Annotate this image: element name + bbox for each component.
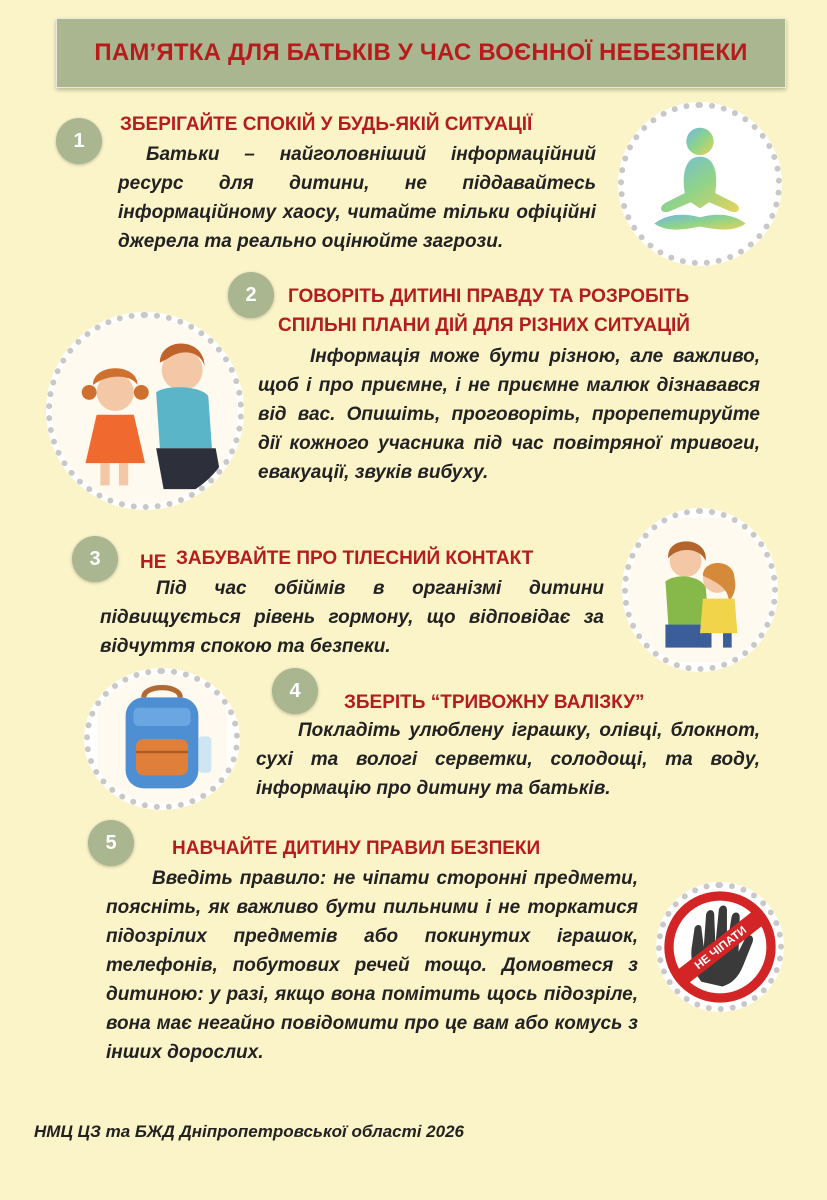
item-3-heading: ЗАБУВАЙТЕ ПРО ТІЛЕСНИЙ КОНТАКТ bbox=[176, 548, 534, 569]
item-2-text: Інформація може бути різною, але важливо, щоб і про приємне, і не приємне малюк дізнавався від вас. Опишіть, проговоріть, прорепетируйте дії кожного учасника під час повітряної тривоги, евакуації, звуків вибуху. bbox=[258, 346, 760, 483]
mother-child-talk-icon bbox=[46, 312, 244, 510]
page-title: ПАМ’ЯТКА ДЛЯ БАТЬКІВ У ЧАС ВОЄННОЇ НЕБЕЗПЕКИ bbox=[94, 39, 748, 66]
item-4-text: Покладіть улюблену іграшку, олівці, блокнот, сухі та вологі серветки, солодощі, та воду, інформацію про дитину та батьків. bbox=[256, 720, 760, 799]
backpack-icon bbox=[84, 668, 240, 810]
item-3-number: 3 bbox=[72, 536, 118, 582]
do-not-touch-label: НЕ ЧІПАТИ bbox=[692, 923, 750, 973]
item-5-text: Введіть правило: не чіпати сторонні предмети, поясніть, як важливо бути пильними і не торкатися підозрілих предметів або покинутих іграшок, телефонів, побутових речей тощо. Домовтеся з дитиною: у разі, якщо вона помітить щось підозріле, вона має негайно повідомити про це вам або комусь з інших дорослих. bbox=[106, 868, 638, 1063]
item-2-heading-line1: ГОВОРІТЬ ДИТИНІ ПРАВДУ ТА РОЗРОБІТЬ bbox=[288, 286, 690, 307]
title-banner bbox=[56, 18, 786, 88]
item-3-heading-pre: НЕ bbox=[140, 552, 167, 573]
item-2-heading-line2: СПІЛЬНІ ПЛАНИ ДІЙ ДЛЯ РІЗНИХ СИТУАЦІЙ bbox=[278, 315, 690, 336]
item-5-heading: НАВЧАЙТЕ ДИТИНУ ПРАВИЛ БЕЗПЕКИ bbox=[172, 838, 541, 859]
item-4-number: 4 bbox=[272, 668, 318, 714]
meditation-icon bbox=[618, 102, 782, 266]
item-4-heading: ЗБЕРІТЬ “ТРИВОЖНУ ВАЛІЗКУ” bbox=[344, 692, 645, 713]
item-1-text: Батьки – найголовніший інформаційний ресурс для дитини, не піддавайтесь інформаційному хаосу, читайте тільки офіційні джерела та реально оцінюйте загрози. bbox=[118, 144, 596, 252]
item-5-number: 5 bbox=[88, 820, 134, 866]
item-1-heading: ЗБЕРІГАЙТЕ СПОКІЙ У БУДЬ-ЯКІЙ СИТУАЦІЇ bbox=[120, 114, 533, 135]
item-2-number: 2 bbox=[228, 272, 274, 318]
do-not-touch-hand-icon bbox=[656, 882, 784, 1012]
footer-credit: НМЦ ЦЗ та БЖД Дніпропетровської області 2026 bbox=[34, 1122, 464, 1141]
hug-icon bbox=[622, 508, 778, 672]
item-1-number: 1 bbox=[56, 118, 102, 164]
item-3-text: Під час обіймів в організмі дитини підвищується рівень гормону, що відповідає за відчуття спокою та безпеки. bbox=[100, 578, 604, 657]
